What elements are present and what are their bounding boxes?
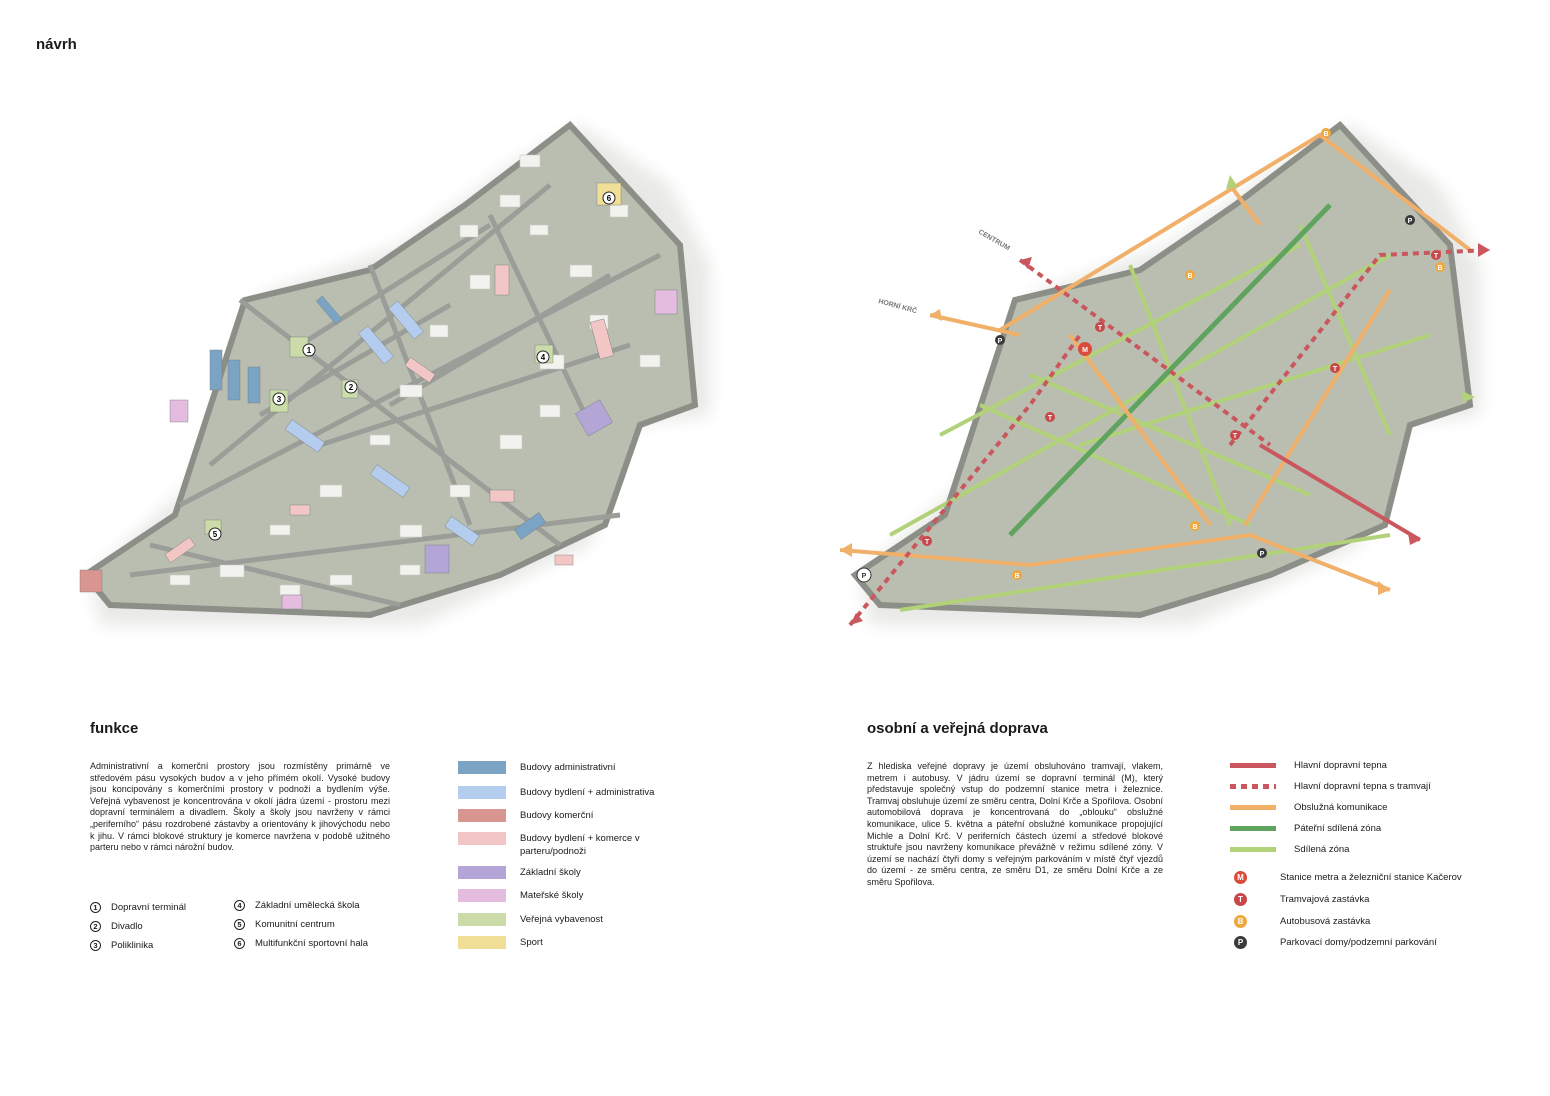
symbol-label: Parkovací domy/podzemní parkování — [1280, 937, 1437, 948]
tram-icon: T — [1234, 893, 1247, 906]
line-legend-backbone-shared — [1230, 823, 1381, 834]
marker-3: 3 — [276, 395, 282, 404]
legend-item-public-amenities — [458, 913, 603, 926]
svg-text:P: P — [1259, 551, 1265, 558]
legend-swatch — [458, 809, 506, 822]
facility-1-label: Dopravní terminál — [111, 901, 186, 913]
line-label: Hlavní dopravní tepna — [1294, 760, 1387, 771]
transport-map — [830, 105, 1510, 665]
facility-6-label: Multifunkční sportovní hala — [255, 937, 369, 949]
facility-5 — [234, 916, 404, 932]
symbol-legend-metro — [1226, 871, 1462, 884]
transport-text: Z hlediska veřejné dopravy je území obsluhováno tramvají, vlakem, metrem i autobusy. V jádru území se dopravní terminál (M), který představuje společný vstup do podzemní stanice metra i železnice. Tramvaj obsluhuje území ze směru centra, Dolní Krče a Spořilova. Osobní automobilová doprava je koncentrovaná do „oblouku“ obslužné komunikace, ulice 5. května a páteřní obslužné komunikace propojující Michle a Dolní Krč. V periferních částech území a středové blokové struktuře jsou navrženy komunikace převážně v režimu sdílené zóny. V území se nachází čtyři domy s veřejným parkováním v místě čtyř vjezdů do území - ze směru centra, ze směru D1, ze směru Dolní Krče a ze směru Spořilova. — [867, 761, 1163, 887]
line-label: Hlavní dopravní tepna s tramvají — [1294, 781, 1431, 792]
metro-icon: M — [1234, 871, 1247, 884]
svg-text:P: P — [1407, 218, 1413, 225]
symbol-label: Stanice metra a železniční stanice Kačerov — [1280, 872, 1462, 883]
svg-text:T: T — [1047, 415, 1053, 422]
line-legend-main-artery — [1230, 760, 1387, 771]
line-label: Sdílená zóna — [1294, 844, 1350, 855]
facility-2 — [90, 918, 230, 934]
line-swatch — [1230, 805, 1276, 810]
svg-text:B: B — [1192, 524, 1198, 531]
svg-text:T: T — [1097, 325, 1103, 332]
page-title: návrh — [36, 36, 77, 53]
facility-3 — [90, 937, 230, 953]
svg-text:B: B — [1014, 573, 1020, 580]
facility-6-num: 6 — [234, 938, 245, 949]
marker-4: 4 — [540, 353, 546, 362]
site-outline-2 — [855, 125, 1470, 615]
legend-item-primary-schools — [458, 866, 581, 879]
symbol-legend-parking — [1226, 936, 1437, 949]
svg-text:T: T — [1433, 253, 1439, 260]
legend-label: Sport — [520, 937, 543, 948]
legend-label: Mateřské školy — [520, 890, 584, 901]
legend-swatch — [458, 936, 506, 949]
line-swatch — [1230, 826, 1276, 831]
transport-title: osobní a veřejná doprava — [867, 720, 1048, 737]
svg-text:B: B — [1437, 265, 1443, 272]
legend-swatch — [458, 832, 506, 845]
legend-item-housing-commercial — [458, 832, 658, 858]
facility-3-label: Poliklinika — [111, 939, 154, 951]
marker-6: 6 — [606, 194, 612, 203]
label-horni-krc: HORNÍ KRČ — [877, 298, 918, 316]
facility-6 — [234, 935, 404, 951]
legend-label: Veřejná vybavenost — [520, 914, 603, 925]
legend-item-sport — [458, 936, 543, 949]
legend-item-housing-admin — [458, 786, 654, 799]
facilities-col-1 — [90, 899, 230, 953]
legend-label: Základní školy — [520, 867, 581, 878]
legend-item-admin — [458, 761, 616, 774]
legend-swatch — [458, 761, 506, 774]
line-swatch — [1230, 847, 1276, 852]
label-centrum: CENTRUM — [977, 228, 1011, 253]
line-legend-service-road — [1230, 802, 1387, 813]
line-legend-tram-artery — [1230, 781, 1431, 792]
marker-1: 1 — [306, 346, 312, 355]
functions-text: Administrativní a komerční prostory jsou rozmístěny primárně ve středovém pásu vysokých budov a v jeho přímém okolí. Vysoké budovy jsou koncipovány s komerčními prostory v podnoži a bydlením výše. Veřejná vybavenost je koncentrována v okolí jádra území - prostoru mezi dopravní terminálem a divadlem. Školy a školy jsou navrženy v rámci „periferního“ pásu rozdrobené zástavby a orientovány k jihovýchodu nebo k jihu. V rámci blokové struktury je komerce navržena v podobě užitného parteru nebo v rámci nárožní budov. — [90, 761, 390, 853]
legend-item-kindergartens — [458, 889, 583, 902]
metro-marker: M — [1082, 347, 1088, 354]
functions-map — [70, 105, 730, 665]
facility-4 — [234, 897, 404, 913]
line-label: Obslužná komunikace — [1294, 802, 1388, 813]
symbol-label: Autobusová zastávka — [1280, 916, 1371, 927]
facility-2-label: Divadlo — [111, 920, 143, 932]
facilities-col-2 — [234, 897, 404, 951]
legend-swatch — [458, 786, 506, 799]
facility-4-num: 4 — [234, 900, 245, 911]
symbol-label: Tramvajová zastávka — [1280, 894, 1370, 905]
svg-text:T: T — [924, 539, 930, 546]
parking-icon: P — [1234, 936, 1247, 949]
line-label: Páteřní sdílená zóna — [1294, 823, 1382, 834]
legend-swatch — [458, 889, 506, 902]
facility-2-num: 2 — [90, 921, 101, 932]
svg-text:T: T — [1332, 366, 1338, 373]
bus-icon: B — [1234, 915, 1247, 928]
svg-text:P: P — [997, 338, 1003, 345]
facility-1-num: 1 — [90, 902, 101, 913]
line-legend-shared-zone — [1230, 844, 1349, 855]
marker-2: 2 — [348, 383, 354, 392]
legend-label: Budovy bydlení + komerce v parteru/podnoži — [520, 833, 640, 857]
legend-swatch — [458, 866, 506, 879]
line-swatch — [1230, 784, 1276, 789]
legend-item-commercial — [458, 809, 593, 822]
facility-4-label: Základní umělecká škola — [255, 899, 360, 911]
facility-3-num: 3 — [90, 940, 101, 951]
svg-text:P: P — [861, 573, 867, 580]
functions-title: funkce — [90, 720, 139, 737]
line-swatch — [1230, 763, 1276, 768]
svg-text:B: B — [1187, 273, 1193, 280]
legend-label: Budovy bydlení + administrativa — [520, 787, 655, 798]
map-labels — [877, 229, 1010, 316]
facility-5-label: Komunitní centrum — [255, 918, 335, 930]
facility-5-num: 5 — [234, 919, 245, 930]
svg-text:B: B — [1323, 131, 1329, 138]
symbol-legend-tram — [1226, 893, 1369, 906]
marker-5: 5 — [212, 530, 218, 539]
legend-label: Budovy administrativní — [520, 762, 616, 773]
facility-1 — [90, 899, 230, 915]
symbol-legend-bus — [1226, 915, 1370, 928]
legend-swatch — [458, 913, 506, 926]
svg-text:T: T — [1232, 433, 1238, 440]
legend-label: Budovy komerční — [520, 810, 594, 821]
